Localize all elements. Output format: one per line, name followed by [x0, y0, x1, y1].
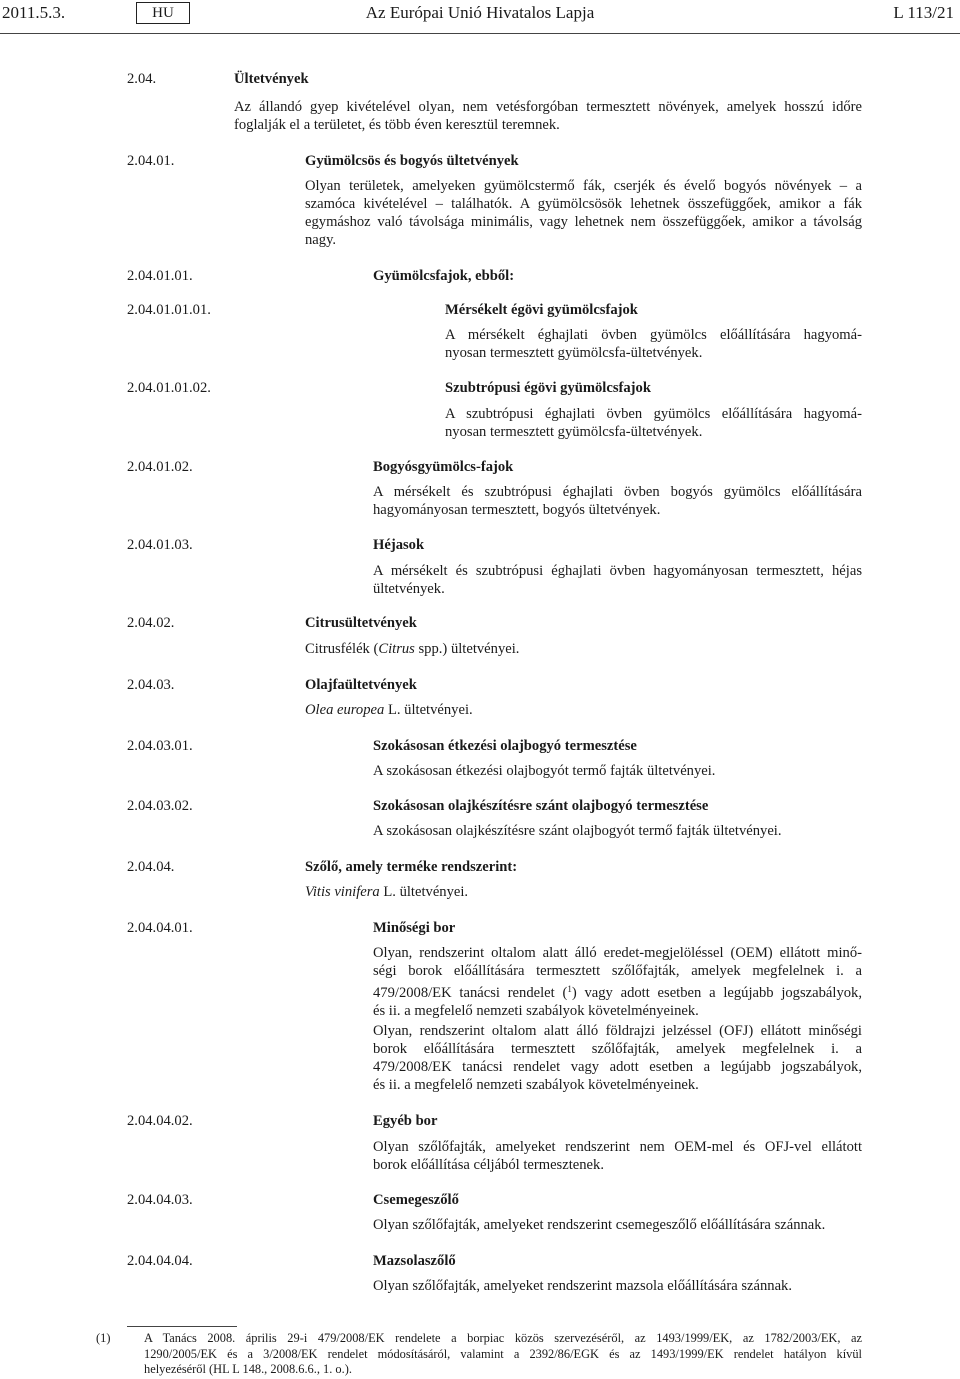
footnote-rule — [127, 1326, 237, 1327]
section-text: Olyan területek, amelyeken gyümölcstermő fák, cserjék és évelő bogyós növények – a szamóca kivételével – találhatók. A gyümölcsösök lehetnek összefüggőek, amikor a fák egymáshoz való távolsága minimális, vagy lehetnek nem összefüggőek, amikor a távolság nagy. — [305, 178, 862, 248]
section-text: Az állandó gyep kivételével olyan, nem vetésforgóban termesztett növények, amelyek hosszú időre foglalják el a területet, és több éven keresztül teremnek. — [234, 99, 862, 133]
section-text: A szokásosan étkezési olajbogyót termő fajták ültetvényei. — [373, 763, 716, 779]
publication-date: 2011.5.3. — [2, 3, 66, 22]
section-text: Olyan, rendszerint oltalom alatt álló eredet-megjelöléssel (OEM) ellátott minő- ségi borok előállítására termesztett szőlőfajták, amelyek megfelelnek i. a 479/2008/EK tanácsi rendelet ($^1$) vagy adott esetben a legújabb jogszabályok, és ii. a megfelelő nemzeti szabályok követelményeinek. — [373, 945, 862, 1019]
section-code: 2.04.03. — [127, 677, 175, 693]
section-title: Mérsékelt égövi gyümölcsfajok — [445, 302, 638, 318]
section-title: Citrusültetvények — [305, 615, 417, 631]
section-code: 2.04.01.01.02. — [127, 380, 211, 396]
section-title: Minőségi bor — [373, 920, 456, 936]
section-text: Vitis vinifera L. ültetvényei. — [305, 884, 469, 900]
section-code: 2.04. — [127, 71, 157, 87]
section-title: Mazsolaszőlő — [373, 1253, 456, 1269]
section-title: Szőlő, amely terméke rendszerint: — [305, 859, 518, 875]
section-title: Szokásosan olajkészítésre szánt olajbogyó termesztése — [373, 798, 709, 814]
section-text: A szubtrópusi éghajlati övben gyümölcs előállítására hagyomá- nyosan termesztett gyümölcsfa-ültetvények. — [445, 406, 862, 440]
section-code: 2.04.01.01.01. — [127, 302, 211, 318]
section-title: Csemegeszőlő — [373, 1192, 459, 1208]
section-code: 2.04.04.02. — [127, 1113, 193, 1129]
header-rule — [0, 33, 960, 34]
language-badge: HU — [136, 2, 190, 24]
section-text: A mérsékelt és szubtrópusi éghajlati övben hagyományosan termesztett, héjas ültetvények. — [373, 563, 862, 597]
section-text: Olyan szőlőfajták, amelyeket rendszerint csemegeszőlő előállítására szánnak. — [373, 1217, 826, 1233]
section-text: Olyan szőlőfajták, amelyeket rendszerint mazsola előállítására szánnak. — [373, 1278, 792, 1294]
footnote-ref: 1 — [567, 984, 572, 994]
section-code: 2.04.04.04. — [127, 1253, 193, 1269]
section-text: Citrusfélék (Citrus spp.) ültetvényei. — [305, 641, 520, 657]
section-code: 2.04.04.01. — [127, 920, 193, 936]
section-code: 2.04.01.01. — [127, 268, 193, 284]
footnote-mark: (1) — [96, 1331, 111, 1345]
section-title: Szokásosan étkezési olajbogyó termesztése — [373, 738, 637, 754]
section-code: 2.04.04. — [127, 859, 175, 875]
section-title: Bogyósgyümölcs-fajok — [373, 459, 514, 475]
section-title: Héjasok — [373, 537, 425, 553]
section-text: A szokásosan olajkészítésre szánt olajbogyót termő fajták ültetvényei. — [373, 823, 782, 839]
section-title: Egyéb bor — [373, 1113, 438, 1129]
section-code: 2.04.01.02. — [127, 459, 193, 475]
section-text: Olyan szőlőfajták, amelyeket rendszerint nem OEM-mel és OFJ-vel ellátott borok előállítása céljából termesztenek. — [373, 1139, 862, 1173]
section-title: Szubtrópusi égövi gyümölcsfajok — [445, 380, 651, 396]
footnote: (1) A Tanács 2008. április 29-i 479/2008/EK rendelete a borpiac közös szervezéséről, az 1493/1999/EK, az 1782/2003/EK, az 1290/2005/EK és a 3/2008/EK rendelet módosításáról, valamint a 2392/86/EGK és az 1493/1999/EK rendelet hatályon kívül helyezéséről (HL L 148., 2008.6.6., 1. o.). — [96, 1331, 862, 1376]
section-title: Gyümölcsfajok, ebből: — [373, 268, 515, 284]
section-title: Ültetvények — [234, 71, 309, 87]
section-text: Olyan, rendszerint oltalom alatt álló földrajzi jelzéssel (OFJ) ellátott minőségi borok előállítására termesztett szőlőfajták, amelyek megfelelnek i. a 479/2008/EK tanácsi rendelet vagy adott esetben a legújabb jogszabályok, és ii. a megfelelő nemzeti szabályok követelményeinek. — [373, 1023, 862, 1093]
page-number: L 113/21 — [893, 3, 954, 22]
section-code: 2.04.02. — [127, 615, 175, 631]
section-title: Gyümölcsös és bogyós ültetvények — [305, 153, 519, 169]
section-title: Olajfaültetvények — [305, 677, 417, 693]
journal-title: Az Európai Unió Hivatalos Lapja — [365, 3, 595, 22]
section-text: A mérsékelt éghajlati övben gyümölcs előállítására hagyomá- nyosan termesztett gyümölcsfa-ültetvények. — [445, 327, 862, 361]
section-code: 2.04.01. — [127, 153, 175, 169]
section-code: 2.04.03.02. — [127, 798, 193, 814]
page-header — [0, 0, 960, 30]
section-code: 2.04.03.01. — [127, 738, 193, 754]
section-text: A mérsékelt és szubtrópusi éghajlati övben bogyós gyümölcs előállítására hagyományosan termesztett, bogyós ültetvények. — [373, 484, 862, 518]
section-text: Olea europea L. ültetvényei. — [305, 702, 473, 718]
section-code: 2.04.04.03. — [127, 1192, 193, 1208]
section-code: 2.04.01.03. — [127, 537, 193, 553]
